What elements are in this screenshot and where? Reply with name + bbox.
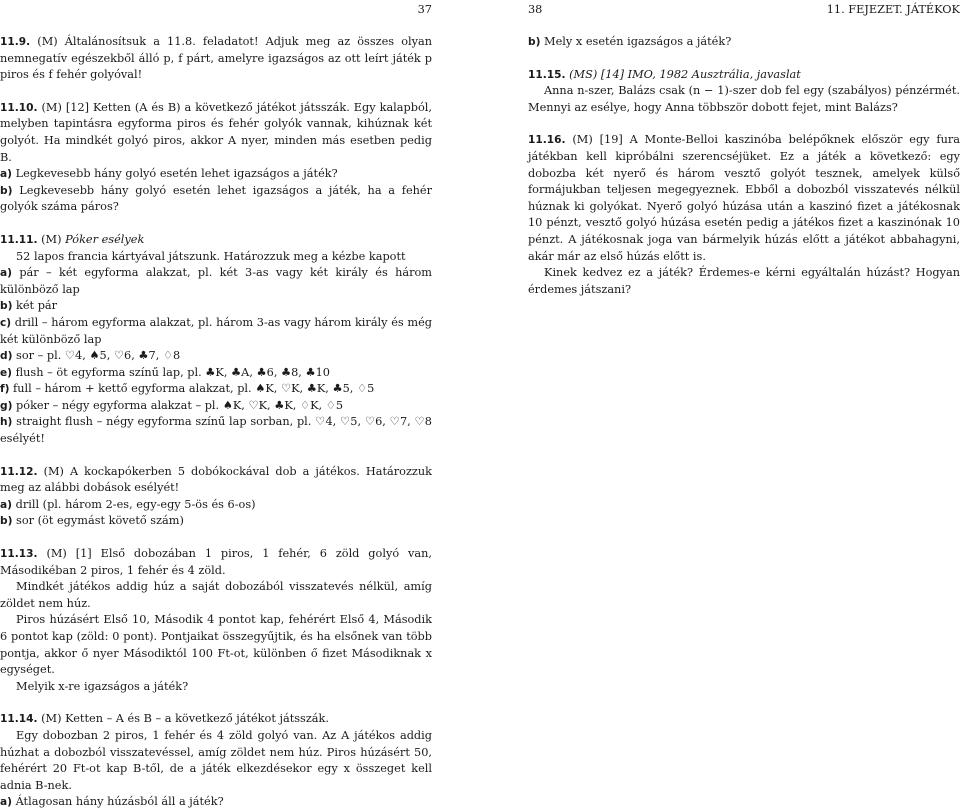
exercise-text: (M) [19] A Monte-Belloi kaszinóba belépőknek először egy fura játékban kell kipróbálni szerencséjüket. Ez a játék a következő: egy dobozba két nyerő és három vesztő golyót tesznek, amelyek külső formájukban teljesen megegyeznek. Ebből a dobozból visszatevés nélkül húznak ki golyókat. Nyerő golyó húzása után a kaszinó fizet a játékosnak 10 pénzt, vesztő golyó húzása esetén pedig a játékos fizet a kaszinónak 10 pénzt. A játékosnak joga van bármelyik húzás előtt a játékot abbahagyni, akár már az első húzás előtt is. [528,133,960,263]
exercise-id: 11.9. [0,36,31,48]
exercise-text: (M) [12] Ketten (A és B) a következő játékot játsszák. Egy kalapból, melyben tapintásra egyforma piros és fehér golyók vannak, kihúznak két golyót. Ha mindkét golyó piros, akkor A nyer, minden más esetben pedig B. [0,100,432,164]
exercise-text: (M) Általánosítsuk a 11.8. feladatot! Adjuk meg az összes olyan nemnegatív egészekből álló p, f párt, amelyre igazságos az ott leírt játék p piros és f fehér golyóval! [0,35,432,82]
exercise-11-10-a [0,166,432,183]
item-label: a) [0,796,12,809]
exercise-11-16 [528,132,960,265]
exercise-title: Póker esélyek [65,232,145,246]
list-item [0,398,432,415]
exercise-11-15-body: Anna n-szer, Balázs csak (n − 1)-szer dob fel egy (szabályos) pénzérmét. Mennyi az esélye, hogy Anna többször dobott fejet, mint Balázs? [528,84,960,114]
item-text: Legkevesebb hány golyó esetén lehet igazságos a játék? [15,167,338,181]
item-label: c) [0,316,12,329]
list-item [0,315,432,348]
item-label: a) [0,267,12,280]
list-item [0,365,432,382]
exercise-11-15 [528,67,960,84]
exercise-text: (M) [1] Első dobozában 1 piros, 1 fehér, 6 zöld golyó van, Másodikéban 2 piros, 1 fehér és 4 zöld. [0,547,432,577]
list-item [0,497,432,514]
item-text: Mely x esetén igazságos a játék? [544,35,732,48]
item-label: a) [0,168,12,181]
exercise-text: (MS) [14] IMO, 1982 Ausztrália, javaslat [569,67,801,81]
exercise-id: 11.11. [0,233,38,246]
list-item [0,513,432,530]
item-label: b) [0,300,13,313]
right-page [528,0,960,298]
item-label: d) [0,350,13,363]
exercise-11-14-a [0,794,432,811]
exercise-11-10-b [0,183,432,216]
right-page-header [528,2,960,16]
exercise-tag: (M) [41,232,62,246]
item-label: b) [528,36,541,48]
exercise-11-14-b [528,34,960,51]
exercise-11-13 [0,546,432,579]
list-item [0,298,432,315]
item-text: sor – pl. ♡4, ♠5, ♡6, ♣7, ♢8 [16,349,181,363]
item-text: straight flush – négy egyforma színű lap sorban, pl. ♡4, ♡5, ♡6, ♡7, ♡8 esélyét! [0,415,432,446]
item-text: két pár [16,299,58,313]
item-label: b) [0,515,13,528]
exercise-id: 11.13. [0,548,38,561]
left-page [0,0,432,811]
item-text: sor (öt egymást követő szám) [16,514,184,528]
item-text: Legkevesebb hány golyó esetén lehet igazságos a játék, ha a fehér golyók száma páros? [0,183,433,214]
exercise-11-16-p2: Kinek kedvez ez a játék? Érdemes-e kérni egyáltalán húzást? Hogyan érdemes játszani? [528,266,960,296]
exercise-11-10 [0,100,432,166]
dice-list [0,497,432,530]
list-item [0,348,432,365]
item-label: g) [0,399,13,412]
item-label: f) [0,383,10,396]
item-text: drill (pl. három 2-es, egy-egy 5-ös és 6-os) [15,497,256,511]
exercise-11-9 [0,34,432,84]
item-label: a) [0,498,12,511]
exercise-11-14 [0,711,432,728]
page-number-left: 37 [417,3,432,16]
exercise-11-11-intro: 52 lapos francia kártyával játszunk. Határozzuk meg a kézbe kapott [16,249,406,263]
exercise-11-12 [0,464,432,497]
list-item [0,381,432,398]
item-label: h) [0,416,13,429]
poker-list [0,265,432,448]
exercise-id: 11.14. [0,713,38,726]
list-item [0,265,432,298]
exercise-text: (M) A kockapókerben 5 dobókockával dob a játékos. Határozzuk meg az alábbi dobások esélyét! [0,464,432,495]
chapter-title: 11. FEJEZET. JÁTÉKOK [826,3,960,16]
exercise-id: 11.16. [528,134,566,147]
exercise-text: (M) Ketten – A és B – a következő játékot játsszák. [41,712,329,726]
item-text: full – három + kettő egyforma alakzat, pl. ♠K, ♡K, ♣K, ♣5, ♢5 [13,382,375,396]
exercise-11-14-p1: Egy dobozban 2 piros, 1 fehér és 4 zöld golyó van. Az A játékos addig húzhat a dobozból visszatevéssel, amíg zöldet nem húz. Piros húzásért 50, fehérért 20 Ft-ot kap B-től, de a játék elkezdésekor egy x összeget kell adnia B-nek. [0,728,432,792]
list-item [0,414,432,447]
exercise-11-13-p2: Mindkét játékos addig húz a saját dobozából visszatevés nélkül, amíg zöldet nem húz. [0,580,432,610]
exercise-11-11 [0,232,432,249]
exercise-11-13-p3: Piros húzásért Első 10, Második 4 pontot kap, fehérért Első 4, Második 6 pontot kap (zöld: 0 pont). Pontjaikat összegyűjtik, és ha elsőnek van több pontja, akkor ő nyer Másodiktól 100 Ft-ot, különben ő fizet Másodiknak x egységet. [0,613,432,677]
page-number-right: 38 [528,3,543,16]
item-text: drill – három egyforma alakzat, pl. három 3-as vagy három király és még két különböző lap [0,315,432,346]
left-page-header [0,2,432,16]
exercise-id: 11.15. [528,68,566,81]
item-text: pár – két egyforma alakzat, pl. két 3-as vagy két király és három különböző lap [0,266,432,296]
item-label: b) [0,184,13,197]
exercise-11-13-p4: Melyik x-re igazságos a játék? [16,679,189,693]
exercise-id: 11.10. [0,101,38,114]
item-text: póker – négy egyforma alakzat – pl. ♠K, ♡K, ♣K, ♢K, ♢5 [16,398,344,412]
item-text: flush – öt egyforma színű lap, pl. ♣K, ♣A, ♣6, ♣8, ♣10 [15,365,330,379]
item-label: e) [0,366,13,379]
item-text: Átlagosan hány húzásból áll a játék? [15,795,224,809]
exercise-id: 11.12. [0,465,38,478]
